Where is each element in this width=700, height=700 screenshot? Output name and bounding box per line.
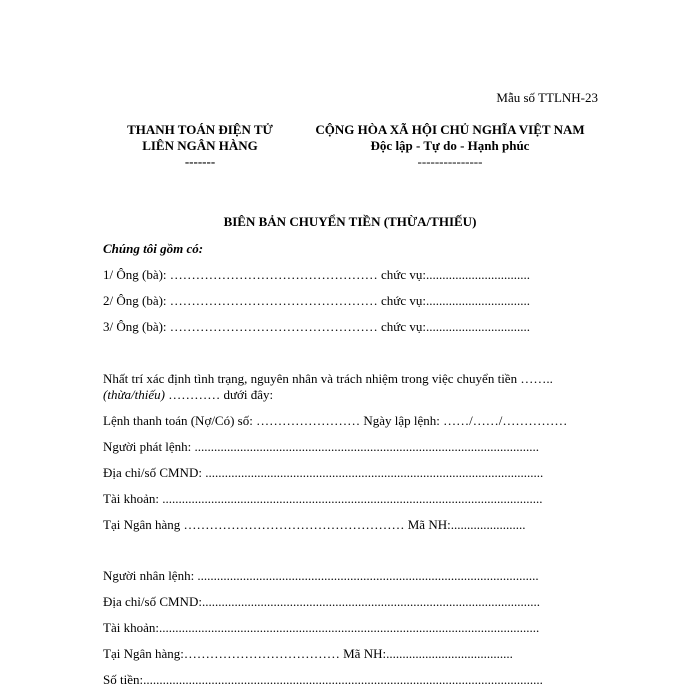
- agency-name-line2: LIÊN NGÂN HÀNG: [142, 138, 258, 153]
- document-title: BIÊN BẢN CHUYỂN TIỀN (THỪA/THIẾU): [223, 214, 477, 229]
- receiver-address: Địa chỉ/số CMND:........................................................................................................: [103, 594, 540, 609]
- sender-name: Người phát lệnh: ..........................................................................................................: [103, 439, 540, 454]
- agreement-italic: (thừa/thiếu): [103, 387, 165, 402]
- member-line-3: 3/ Ông (bà): ………………………………………… chức vụ:................................: [103, 319, 530, 334]
- motto: Độc lập - Tự do - Hạnh phúc: [370, 138, 530, 153]
- member-line-1: 1/ Ông (bà): ………………………………………… chức vụ:................................: [103, 267, 530, 282]
- header-right: [300, 122, 600, 170]
- header-left: [100, 122, 300, 170]
- header-right-separator: ---------------: [417, 154, 483, 169]
- sender-address: Địa chỉ/số CMND: ........................................................................................................: [103, 465, 544, 480]
- agreement-line-2: [103, 387, 273, 403]
- sender-account: Tài khoản: .....................................................................................................................: [103, 491, 543, 506]
- receiver-bank: Tại Ngân hàng:……………………………… Mã NH:.......................................: [103, 646, 513, 661]
- amount-line: Số tiền:...........................................................................................................................: [103, 672, 543, 687]
- member-line-2: 2/ Ông (bà): ………………………………………… chức vụ:................................: [103, 293, 530, 308]
- sender-bank: Tại Ngân hàng …………………………………………… Mã NH:.......................: [103, 517, 526, 532]
- agency-name-line1: THANH TOÁN ĐIỆN TỬ: [127, 122, 273, 137]
- agreement-rest: ………… dưới đây:: [164, 387, 274, 402]
- country-name: CỘNG HÒA XÃ HỘI CHỦ NGHĨA VIỆT NAM: [315, 122, 585, 137]
- receiver-name: Người nhân lệnh: .........................................................................................................: [103, 568, 539, 583]
- payment-order-line: Lệnh thanh toán (Nợ/Có) số: …………………… Ngày lập lệnh: ……/……/……………: [103, 413, 568, 428]
- receiver-account: Tài khoản:.....................................................................................................................: [103, 620, 540, 635]
- agreement-line-1: Nhất trí xác định tình trạng, nguyên nhân và trách nhiệm trong việc chuyển tiền ……..: [103, 371, 553, 386]
- intro-text: Chúng tôi gồm có:: [103, 241, 204, 256]
- form-code: Mẫu số TTLNH-23: [496, 90, 598, 105]
- header-left-separator: -------: [184, 154, 216, 169]
